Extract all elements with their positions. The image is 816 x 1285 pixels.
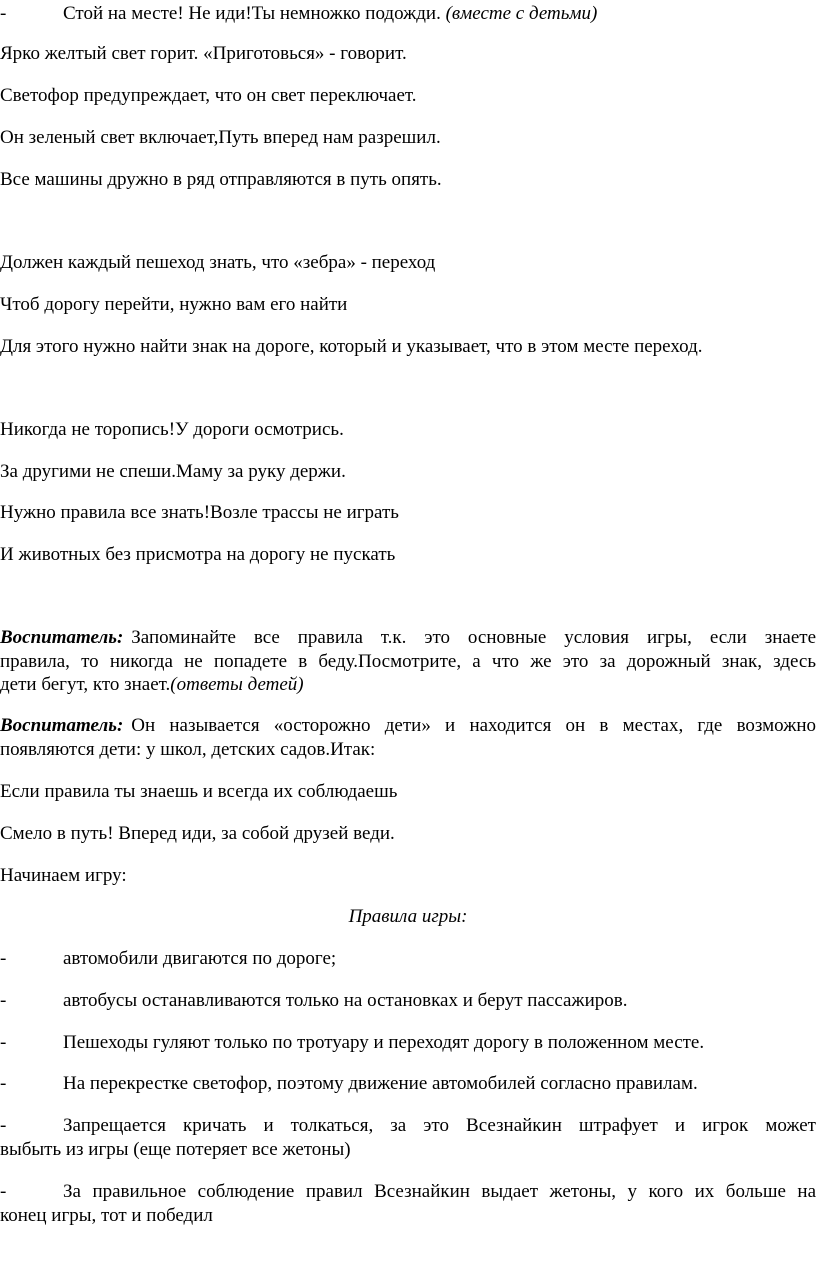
- speech1-line2-text: правила, то никогда не попадете в беду.Посмотрите, а что же это за дорожный знак, здесь: [0, 651, 816, 672]
- speech1-line2: [0, 650, 816, 674]
- rules-item6-second: конец игры, тот и победил: [0, 1205, 213, 1226]
- poem1-line3: Светофор предупреждает, что он свет переключает.: [0, 85, 417, 106]
- poem2-line3: Для этого нужно найти знак на дороге, который и указывает, что в этом месте переход.: [0, 336, 703, 357]
- rules-item6-dash: -: [0, 1181, 7, 1202]
- rules-item3-dash: -: [0, 1032, 7, 1053]
- rules-item3: Пешеходы гуляют только по тротуару и переходят дорогу в положенном месте.: [63, 1032, 705, 1053]
- poem1-line4: Он зеленый свет включает,Путь вперед нам разрешил.: [0, 127, 441, 148]
- speech2-line2: появляются дети: у школ, детских садов.Итак:: [0, 739, 376, 760]
- poem3-line4: И животных без присмотра на дорогу не пускать: [0, 544, 396, 565]
- poem1-line1-note: (вместе с детьми): [445, 3, 598, 24]
- rules-item1-dash: -: [0, 948, 7, 969]
- poem3-line2: За другими не спеши.Маму за руку держи.: [0, 461, 346, 482]
- speech2-speaker: Воспитатель:: [0, 715, 124, 736]
- rules-item4: На перекрестке светофор, поэтому движение автомобилей согласно правилам.: [63, 1073, 698, 1094]
- rules-item2: автобусы останавливаются только на остановках и берут пассажиров.: [63, 990, 628, 1011]
- closing-line2: Смело в путь! Вперед иди, за собой друзей веди.: [0, 823, 395, 844]
- rules-item1: автомобили двигаются по дороге;: [63, 948, 337, 969]
- closing-line1: Если правила ты знаешь и всегда их соблюдаешь: [0, 781, 398, 802]
- speech1-line3-note: (ответы детей): [170, 674, 304, 695]
- poem1-line1-dash: -: [0, 3, 7, 24]
- rules-item6-first: За правильное соблюдение правил Всезнайкин выдает жетоны, у кого их больше на: [63, 1181, 816, 1202]
- speech1-line3: [0, 673, 304, 697]
- poem2-line2: Чтоб дорогу перейти, нужно вам его найти: [0, 294, 348, 315]
- poem1-line5: Все машины дружно в ряд отправляются в путь опять.: [0, 169, 442, 190]
- speech2-line1: [0, 714, 816, 738]
- poem3-line3: Нужно правила все знать!Возле трассы не играть: [0, 502, 399, 523]
- poem1-line2: Ярко желтый свет горит. «Приготовься» - говорит.: [0, 43, 407, 64]
- speech1-line3-text: дети бегут, кто знает.: [0, 674, 171, 695]
- speech2-line1-rest: Он называется «осторожно дети» и находится он в местах, где возможно: [131, 715, 816, 736]
- speech1-speaker: Воспитатель:: [0, 627, 124, 648]
- speech1-line1: [0, 626, 816, 650]
- poem1-line1: [63, 2, 597, 26]
- rules-item2-dash: -: [0, 990, 7, 1011]
- closing-line3: Начинаем игру:: [0, 865, 127, 886]
- poem2-line1: Должен каждый пешеход знать, что «зебра» - переход: [0, 252, 436, 273]
- rules-item5-second: выбыть из игры (еще потеряет все жетоны): [0, 1139, 351, 1160]
- poem3-line1: Никогда не торопись!У дороги осмотрись.: [0, 419, 344, 440]
- rules-item5-first: Запрещается кричать и толкаться, за это Всезнайкин штрафует и игрок может: [63, 1115, 816, 1136]
- rules-item4-dash: -: [0, 1073, 7, 1094]
- rules-title: Правила игры:: [348, 906, 468, 927]
- speech1-line1-rest: Запоминайте все правила т.к. это основные условия игры, если знаете: [131, 627, 816, 648]
- poem1-line1-text: Стой на месте! Не иди!Ты немножко подожди.: [63, 3, 441, 24]
- rules-item5-dash: -: [0, 1115, 7, 1136]
